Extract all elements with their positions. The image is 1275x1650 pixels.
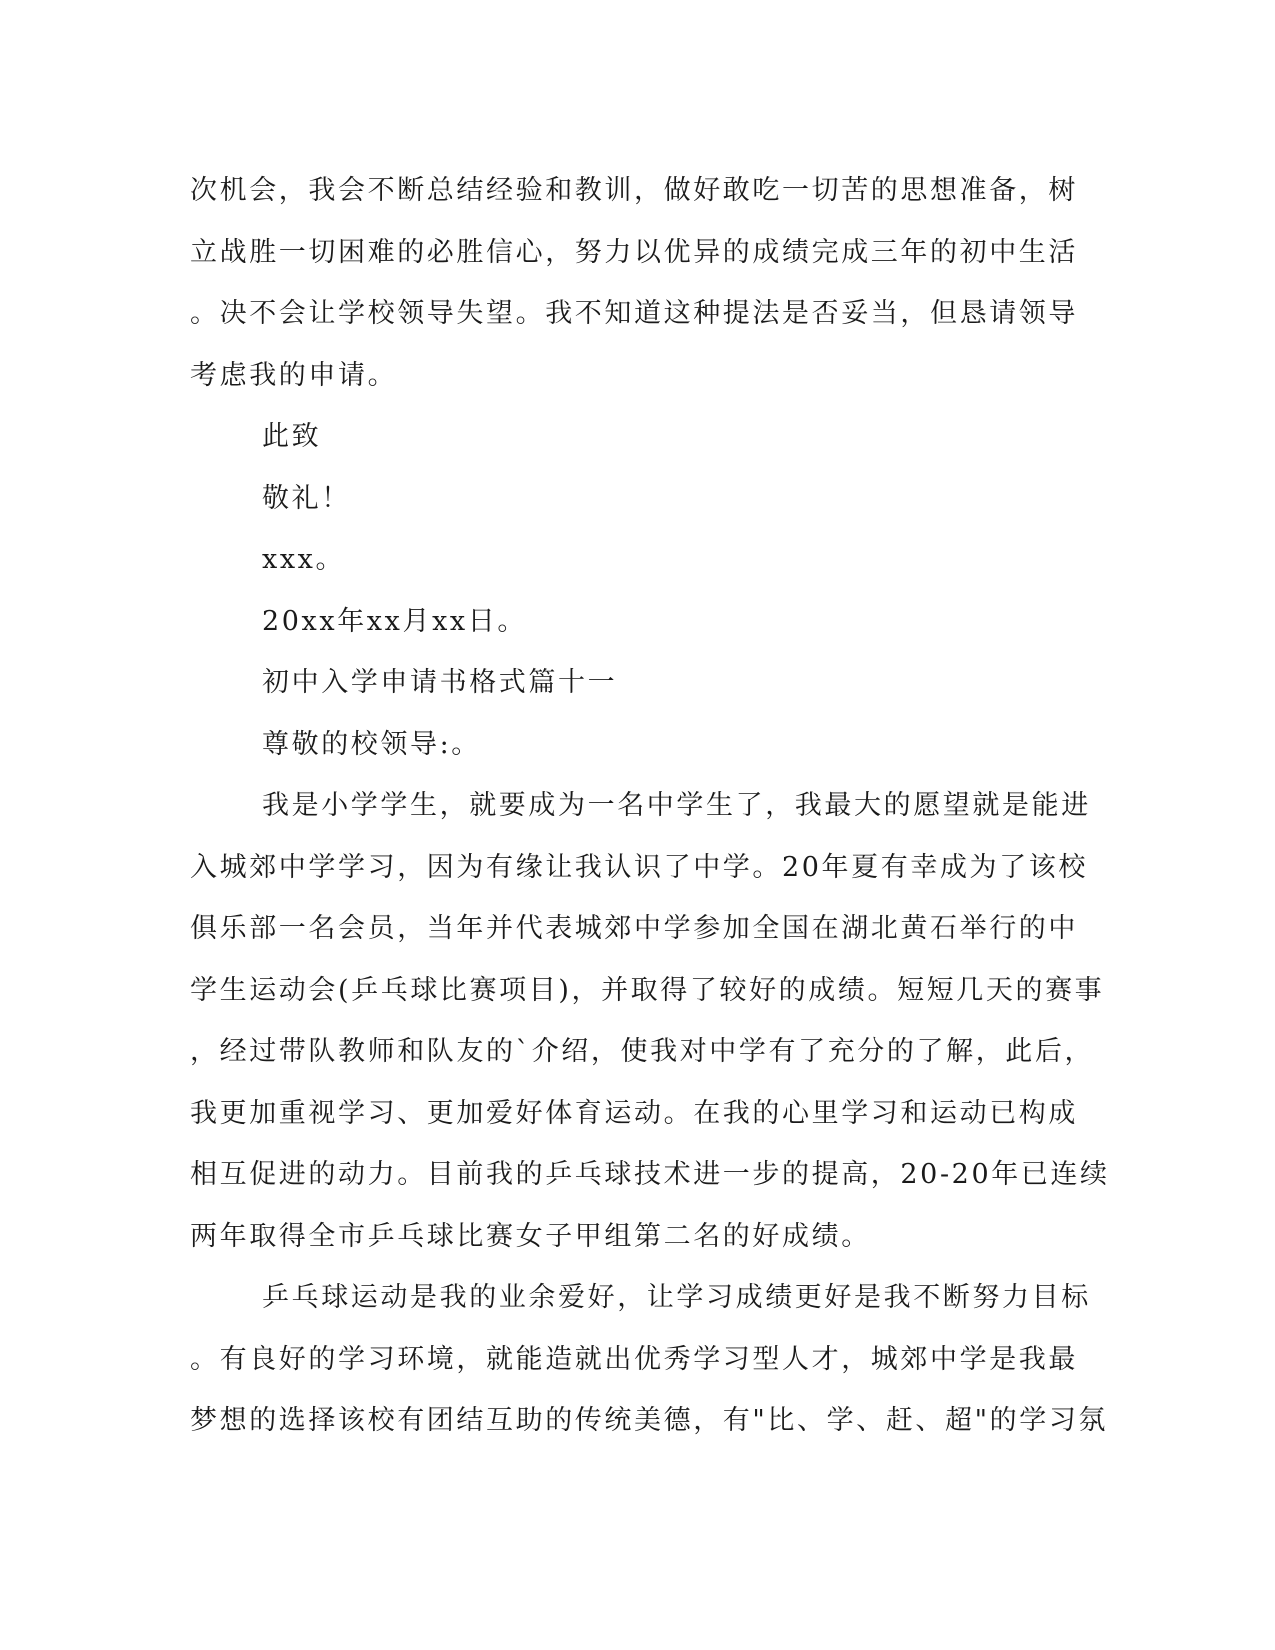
text-line: 学生运动会(乒乓球比赛项目)，并取得了较好的成绩。短短几天的赛事 xyxy=(190,974,1105,1006)
text-line: 相互促进的动力。目前我的乒乓球技术进一步的提高，20-20年已连续 xyxy=(190,1159,1110,1190)
text-line: ，经过带队教师和队友的`介绍，使我对中学有了充分的了解，此后， xyxy=(190,1036,1095,1067)
signature-name: xxx。 xyxy=(262,544,346,575)
closing-salutation: 此致 xyxy=(262,421,322,452)
text-line: 俱乐部一名会员，当年并代表城郊中学参加全国在湖北黄石举行的中 xyxy=(190,913,1078,944)
text-line: 我更加重视学习、更加爱好体育运动。在我的心里学习和运动已构成 xyxy=(190,1097,1078,1129)
text-line: 梦想的选择该校有团结互助的传统美德，有"比、学、赶、超"的学习氛 xyxy=(190,1405,1109,1436)
signature-date: 20xx年xx月xx日。 xyxy=(262,605,527,637)
text-line: 考虑我的申请。 xyxy=(190,359,398,391)
text-line: 次机会，我会不断总结经验和教训，做好敢吃一切苦的思想准备，树 xyxy=(190,175,1078,206)
section-title: 初中入学申请书格式篇十一 xyxy=(262,667,618,698)
letter-greeting: 尊敬的校领导:。 xyxy=(262,728,481,760)
closing-regards: 敬礼！ xyxy=(262,482,351,514)
text-line: 。决不会让学校领导失望。我不知道这种提法是否妥当，但恳请领导 xyxy=(190,298,1078,329)
text-line: 入城郊中学学习，因为有缘让我认识了中学。20年夏有幸成为了该校 xyxy=(190,851,1088,883)
text-line: 两年取得全市乒乓球比赛女子甲组第二名的好成绩。 xyxy=(190,1220,871,1252)
text-line: 我是小学学生，就要成为一名中学生了，我最大的愿望就是能进 xyxy=(262,790,1091,821)
text-line: 立战胜一切困难的必胜信心，努力以优异的成绩完成三年的初中生活 xyxy=(190,236,1078,268)
text-line: 乒乓球运动是我的业余爱好，让学习成绩更好是我不断努力目标 xyxy=(262,1282,1091,1313)
document-body xyxy=(190,160,1110,1452)
text-line: 。有良好的学习环境，就能造就出优秀学习型人才，城郊中学是我最 xyxy=(190,1343,1078,1375)
